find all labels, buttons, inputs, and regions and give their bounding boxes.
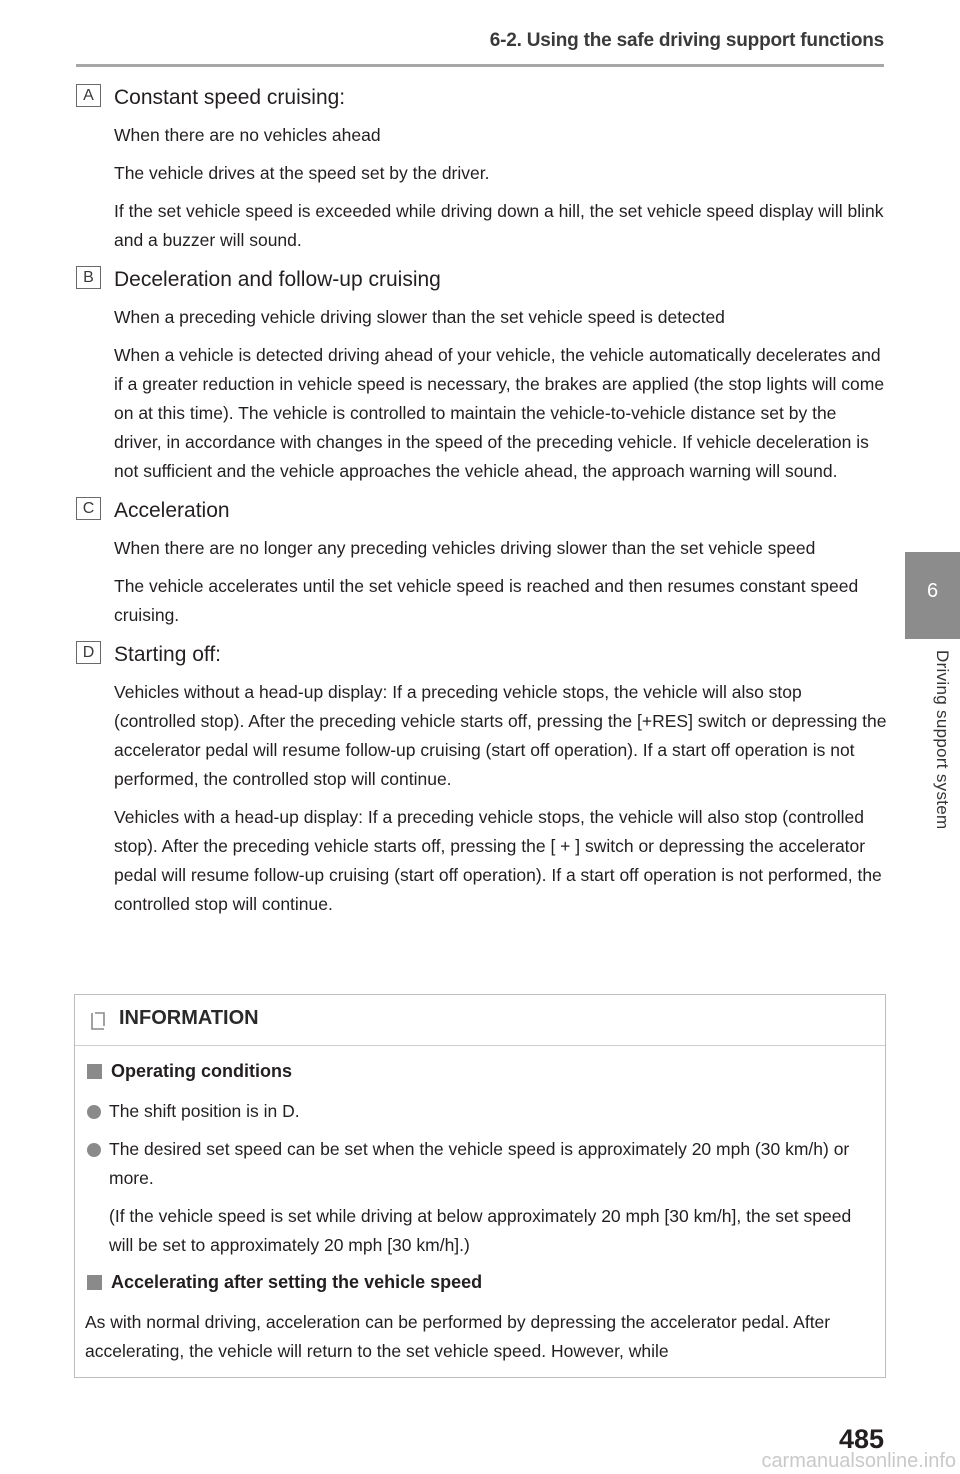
note-icon <box>91 1012 105 1030</box>
round-bullet-icon <box>87 1105 101 1119</box>
chapter-label: Driving support system <box>933 650 952 830</box>
section-c <box>76 497 888 630</box>
section-heading: Acceleration <box>114 499 230 522</box>
section-paragraph: Vehicles with a head-up display: If a preceding vehicle stops, the vehicle will also stop (controlled stop). After the preceding vehicle starts off, pressing the [ + ] switch or depressing the accelerator pedal will resume follow-up cruising (start off operation). If a start off operation is not performed, the controlled stop will continue. <box>114 807 882 914</box>
section-letter-box: C <box>76 497 101 520</box>
section-heading: Deceleration and follow-up cruising <box>114 268 441 291</box>
section-paragraph: When a preceding vehicle driving slower than the set vehicle speed is detected <box>114 307 725 327</box>
info-subheading-text: Operating conditions <box>111 1061 293 1081</box>
chapter-number: 6 <box>926 580 939 602</box>
main-content <box>76 84 888 930</box>
section-letter-box: B <box>76 266 101 289</box>
info-bullet <box>85 1135 875 1193</box>
info-subheading <box>85 1058 875 1084</box>
watermark-text: carmanualsonline.info <box>761 1450 956 1472</box>
information-box <box>74 994 886 1378</box>
section-paragraph: If the set vehicle speed is exceeded while driving down a hill, the set vehicle speed display will blink and a buzzer will sound. <box>114 201 884 250</box>
section-paragraph: The vehicle drives at the speed set by the driver. <box>114 163 490 183</box>
page-number: 485 <box>838 1424 884 1454</box>
section-heading: Starting off: <box>114 643 222 666</box>
info-paragraph: As with normal driving, acceleration can be performed by depressing the accelerator pedal. After accelerating, the vehicle will return to the set vehicle speed. However, while <box>85 1312 831 1361</box>
page-header-title: 6-2. Using the safe driving support functions <box>489 30 884 51</box>
section-letter-box: A <box>76 84 101 107</box>
information-title: INFORMATION <box>119 1007 259 1029</box>
info-bullet-text: The shift position is in D. <box>109 1101 300 1121</box>
info-bullet-note: (If the vehicle speed is set while driving at below approximately 20 mph [30 km/h], the set speed will be set to approximately 20 mph [30 km/h].) <box>109 1206 852 1255</box>
section-paragraph: When there are no vehicles ahead <box>114 125 381 145</box>
square-bullet-icon <box>87 1275 102 1290</box>
information-header <box>75 995 885 1046</box>
section-letter-box: D <box>76 641 101 664</box>
info-subheading-text: Accelerating after setting the vehicle speed <box>111 1272 483 1292</box>
square-bullet-icon <box>87 1064 102 1079</box>
information-body <box>75 1046 885 1366</box>
chapter-tab[interactable] <box>905 552 960 639</box>
info-subheading <box>85 1269 875 1295</box>
section-paragraph: When there are no longer any preceding vehicles driving slower than the set vehicle speed <box>114 538 816 558</box>
info-bullet-text: The desired set speed can be set when the vehicle speed is approximately 20 mph (30 km/h) or more. <box>109 1139 850 1188</box>
section-a <box>76 84 888 255</box>
header-divider <box>76 64 884 67</box>
section-b <box>76 266 888 486</box>
section-paragraph: Vehicles without a head-up display: If a preceding vehicle stops, the vehicle will also stop (controlled stop). After the preceding vehicle starts off, pressing the [+RES] switch or depressing the accelerator pedal will resume follow-up cruising (start off operation). If a start off operation is not performed, the controlled stop will continue. <box>114 682 887 789</box>
section-paragraph: When a vehicle is detected driving ahead of your vehicle, the vehicle automatically decelerates and if a greater reduction in vehicle speed is necessary, the brakes are applied (the stop lights will come on at this time). The vehicle is controlled to maintain the vehicle-to-vehicle distance set by the driver, in accordance with changes in the speed of the preceding vehicle. If vehicle deceleration is not sufficient and the vehicle approaches the vehicle ahead, the approach warning will sound. <box>114 345 885 481</box>
info-bullet <box>85 1097 875 1126</box>
section-d <box>76 641 888 919</box>
round-bullet-icon <box>87 1143 101 1157</box>
section-heading: Constant speed cruising: <box>114 86 346 109</box>
section-paragraph: The vehicle accelerates until the set vehicle speed is reached and then resumes constant speed cruising. <box>114 576 859 625</box>
